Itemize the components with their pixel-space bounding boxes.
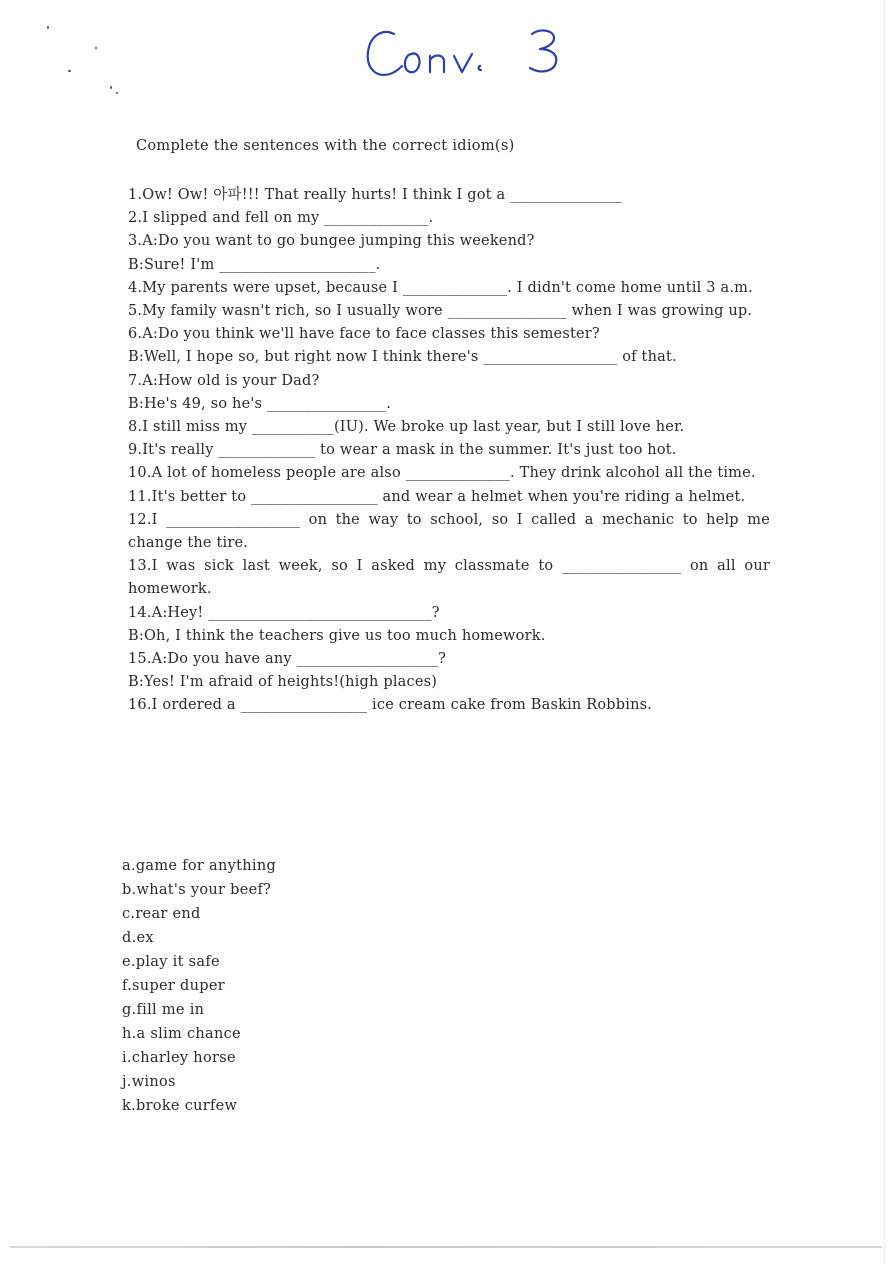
scan-edge-right [884,0,885,1264]
answer-h: h.a slim chance [122,1026,241,1042]
question-13: 13.I was sick last week, so I asked my classmate to ________________ on all our homework. [128,558,770,598]
question-11: 11.It's better to _________________ and wear a helmet when you're riding a helmet. [128,488,746,505]
question-8: 8.I still miss my ___________(IU). We broke up last year, but I still love her. [128,419,685,436]
question-9: 9.It's really _____________ to wear a mask in the summer. It's just too hot. [128,442,677,459]
scan-speck [110,86,112,89]
question-6b: B:Well, I hope so, but right now I think there's __________________ of that. [128,349,677,366]
answer-e: e.play it safe [122,954,220,970]
question-5: 5.My family wasn't rich, so I usually wore ________________ when I was growing up. [128,303,753,320]
answer-i: i.charley horse [122,1050,236,1066]
answer-c: c.rear end [122,906,201,922]
answer-bank [122,854,276,1118]
question-2: 2.I slipped and fell on my ______________. [128,210,434,227]
question-14b: B:Oh, I think the teachers give us too much homework. [128,627,546,644]
question-16: 16.I ordered a _________________ ice cream cake from Baskin Robbins. [128,697,653,714]
question-list [128,184,770,718]
question-3b: B:Sure! I'm _____________________. [128,256,381,273]
question-1: 1.Ow! Ow! 아파!!! That really hurts! I think I got a _______________ [128,187,622,203]
question-6a: 6.A:Do you think we'll have face to face classes this semester? [128,326,600,343]
question-15a: 15.A:Do you have any ___________________? [128,651,447,668]
answer-j: j.winos [122,1074,176,1090]
answer-b: b.what's your beef? [122,882,272,898]
question-14a: 14.A:Hey! ______________________________? [128,604,440,621]
answer-g: g.fill me in [122,1002,205,1018]
answer-a: a.game for anything [122,858,277,874]
answer-d: d.ex [122,930,154,946]
scan-speck [95,47,97,49]
scan-speck [47,26,49,29]
handwritten-title [362,22,572,86]
question-15b: B:Yes! I'm afraid of heights!(high places) [128,674,438,691]
question-10: 10.A lot of homeless people are also ______________. They drink alcohol all the time. [128,465,756,482]
question-7a: 7.A:How old is your Dad? [128,372,320,389]
answer-f: f.super duper [122,978,225,994]
scan-edge-line [10,1246,882,1248]
question-12: 12.I __________________ on the way to school, so I called a mechanic to help me change the tire. [128,511,770,552]
instructions: Complete the sentences with the correct idiom(s) [136,138,515,154]
question-3a: 3.A:Do you want to go bungee jumping this weekend? [128,233,535,250]
question-4: 4.My parents were upset, because I ______________. I didn't come home until 3 a.m. [128,279,753,296]
scan-speck [68,70,71,72]
question-7b: B:He's 49, so he's ________________. [128,395,392,412]
scan-speck [116,92,118,94]
answer-k: k.broke curfew [122,1098,238,1114]
